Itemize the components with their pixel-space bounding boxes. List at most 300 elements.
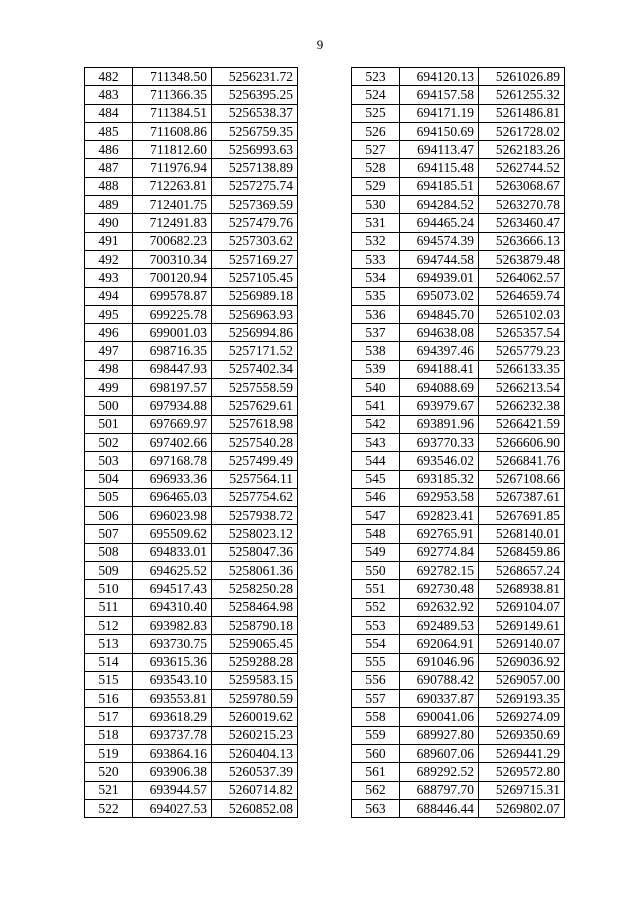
point-number-cell: 510 [85,580,133,598]
point-number-cell: 517 [85,708,133,726]
point-number-cell: 556 [352,671,400,689]
x-coordinate-cell: 712263.81 [133,177,212,195]
table-row [352,397,565,415]
x-coordinate-cell: 697402.66 [133,433,212,451]
table-row [85,305,298,323]
y-coordinate-cell: 5266213.54 [479,379,565,397]
table-row [352,104,565,122]
point-number-cell: 546 [352,488,400,506]
x-coordinate-cell: 711348.50 [133,68,212,86]
x-coordinate-cell: 694939.01 [400,269,479,287]
y-coordinate-cell: 5262183.26 [479,141,565,159]
table-row [85,763,298,781]
point-number-cell: 484 [85,104,133,122]
y-coordinate-cell: 5260714.82 [212,781,298,799]
x-coordinate-cell: 700310.34 [133,250,212,268]
table-row [352,141,565,159]
table-row [352,324,565,342]
point-number-cell: 540 [352,379,400,397]
y-coordinate-cell: 5266232.38 [479,397,565,415]
y-coordinate-cell: 5269572.80 [479,763,565,781]
table-row [85,122,298,140]
x-coordinate-cell: 692489.53 [400,616,479,634]
point-number-cell: 494 [85,287,133,305]
point-number-cell: 531 [352,214,400,232]
y-coordinate-cell: 5269193.35 [479,690,565,708]
table-row [85,708,298,726]
point-number-cell: 528 [352,159,400,177]
point-number-cell: 512 [85,616,133,634]
point-number-cell: 527 [352,141,400,159]
point-number-cell: 525 [352,104,400,122]
y-coordinate-cell: 5260404.13 [212,744,298,762]
table-row [352,287,565,305]
x-coordinate-cell: 698447.93 [133,360,212,378]
x-coordinate-cell: 694088.69 [400,379,479,397]
table-row [352,415,565,433]
table-row [352,488,565,506]
x-coordinate-cell: 689292.52 [400,763,479,781]
point-number-cell: 501 [85,415,133,433]
x-coordinate-cell: 695073.02 [400,287,479,305]
y-coordinate-cell: 5260215.23 [212,726,298,744]
x-coordinate-cell: 694744.58 [400,250,479,268]
y-coordinate-cell: 5257105.45 [212,269,298,287]
x-coordinate-cell: 694115.48 [400,159,479,177]
y-coordinate-cell: 5259583.15 [212,671,298,689]
point-number-cell: 548 [352,525,400,543]
point-number-cell: 503 [85,452,133,470]
y-coordinate-cell: 5256963.93 [212,305,298,323]
x-coordinate-cell: 698716.35 [133,342,212,360]
x-coordinate-cell: 692730.48 [400,580,479,598]
x-coordinate-cell: 690337.87 [400,690,479,708]
table-row [352,744,565,762]
table-row [85,744,298,762]
x-coordinate-cell: 711384.51 [133,104,212,122]
point-number-cell: 552 [352,598,400,616]
x-coordinate-cell: 693906.38 [133,763,212,781]
point-number-cell: 509 [85,562,133,580]
table-row [352,653,565,671]
x-coordinate-cell: 694284.52 [400,196,479,214]
y-coordinate-cell: 5261255.32 [479,86,565,104]
table-row [85,690,298,708]
x-coordinate-cell: 692064.91 [400,635,479,653]
y-coordinate-cell: 5267691.85 [479,507,565,525]
point-number-cell: 560 [352,744,400,762]
point-number-cell: 521 [85,781,133,799]
x-coordinate-cell: 693891.96 [400,415,479,433]
y-coordinate-cell: 5265357.54 [479,324,565,342]
table-row [352,671,565,689]
x-coordinate-cell: 694120.13 [400,68,479,86]
table-row [352,598,565,616]
y-coordinate-cell: 5263666.13 [479,232,565,250]
point-number-cell: 534 [352,269,400,287]
y-coordinate-cell: 5265102.03 [479,305,565,323]
point-number-cell: 529 [352,177,400,195]
y-coordinate-cell: 5257540.28 [212,433,298,451]
y-coordinate-cell: 5258250.28 [212,580,298,598]
x-coordinate-cell: 689927.80 [400,726,479,744]
x-coordinate-cell: 696933.36 [133,470,212,488]
table-row [352,452,565,470]
table-row [85,68,298,86]
x-coordinate-cell: 692782.15 [400,562,479,580]
x-coordinate-cell: 694625.52 [133,562,212,580]
table-row [85,250,298,268]
y-coordinate-cell: 5260019.62 [212,708,298,726]
table-row [85,360,298,378]
y-coordinate-cell: 5263270.78 [479,196,565,214]
table-row [85,141,298,159]
table-row [352,433,565,451]
x-coordinate-cell: 694157.58 [400,86,479,104]
point-number-cell: 526 [352,122,400,140]
point-number-cell: 490 [85,214,133,232]
x-coordinate-cell: 690788.42 [400,671,479,689]
y-coordinate-cell: 5263068.67 [479,177,565,195]
y-coordinate-cell: 5257564.11 [212,470,298,488]
y-coordinate-cell: 5257479.76 [212,214,298,232]
table-row [352,580,565,598]
table-row [352,86,565,104]
x-coordinate-cell: 711812.60 [133,141,212,159]
point-number-cell: 483 [85,86,133,104]
table-row [85,671,298,689]
y-coordinate-cell: 5269441.29 [479,744,565,762]
y-coordinate-cell: 5257754.62 [212,488,298,506]
y-coordinate-cell: 5257558.59 [212,379,298,397]
point-number-cell: 500 [85,397,133,415]
x-coordinate-cell: 693185.32 [400,470,479,488]
x-coordinate-cell: 697168.78 [133,452,212,470]
x-coordinate-cell: 692774.84 [400,543,479,561]
x-coordinate-cell: 694027.53 [133,799,212,817]
y-coordinate-cell: 5268657.24 [479,562,565,580]
y-coordinate-cell: 5256759.35 [212,122,298,140]
table-row [85,397,298,415]
x-coordinate-cell: 689607.06 [400,744,479,762]
point-number-cell: 522 [85,799,133,817]
point-number-cell: 485 [85,122,133,140]
x-coordinate-cell: 712401.75 [133,196,212,214]
table-row [85,488,298,506]
x-coordinate-cell: 699225.78 [133,305,212,323]
table-row [352,763,565,781]
y-coordinate-cell: 5256395.25 [212,86,298,104]
point-number-cell: 493 [85,269,133,287]
x-coordinate-cell: 688446.44 [400,799,479,817]
x-coordinate-cell: 694845.70 [400,305,479,323]
table-row [85,214,298,232]
y-coordinate-cell: 5259288.28 [212,653,298,671]
x-coordinate-cell: 694171.19 [400,104,479,122]
point-number-cell: 530 [352,196,400,214]
y-coordinate-cell: 5263460.47 [479,214,565,232]
y-coordinate-cell: 5268938.81 [479,580,565,598]
table-row [352,159,565,177]
table-row [352,507,565,525]
point-number-cell: 563 [352,799,400,817]
x-coordinate-cell: 711366.35 [133,86,212,104]
x-coordinate-cell: 693979.67 [400,397,479,415]
table-row [85,415,298,433]
table-row [85,379,298,397]
x-coordinate-cell: 711976.94 [133,159,212,177]
table-row [352,214,565,232]
x-coordinate-cell: 693864.16 [133,744,212,762]
y-coordinate-cell: 5269350.69 [479,726,565,744]
y-coordinate-cell: 5259065.45 [212,635,298,653]
y-coordinate-cell: 5269802.07 [479,799,565,817]
point-number-cell: 486 [85,141,133,159]
y-coordinate-cell: 5269140.07 [479,635,565,653]
y-coordinate-cell: 5258790.18 [212,616,298,634]
point-number-cell: 535 [352,287,400,305]
x-coordinate-cell: 700120.94 [133,269,212,287]
point-number-cell: 502 [85,433,133,451]
table-row [85,507,298,525]
point-number-cell: 554 [352,635,400,653]
x-coordinate-cell: 694185.51 [400,177,479,195]
point-number-cell: 550 [352,562,400,580]
y-coordinate-cell: 5256231.72 [212,68,298,86]
y-coordinate-cell: 5269036.92 [479,653,565,671]
x-coordinate-cell: 711608.86 [133,122,212,140]
table-row [85,104,298,122]
x-coordinate-cell: 688797.70 [400,781,479,799]
table-row [352,635,565,653]
table-row [352,68,565,86]
y-coordinate-cell: 5257629.61 [212,397,298,415]
table-row [85,470,298,488]
y-coordinate-cell: 5269104.07 [479,598,565,616]
x-coordinate-cell: 694833.01 [133,543,212,561]
table-row [85,452,298,470]
x-coordinate-cell: 693770.33 [400,433,479,451]
point-number-cell: 559 [352,726,400,744]
table-row [85,287,298,305]
x-coordinate-cell: 700682.23 [133,232,212,250]
table-row [352,781,565,799]
point-number-cell: 496 [85,324,133,342]
x-coordinate-cell: 691046.96 [400,653,479,671]
y-coordinate-cell: 5263879.48 [479,250,565,268]
point-number-cell: 544 [352,452,400,470]
y-coordinate-cell: 5257171.52 [212,342,298,360]
y-coordinate-cell: 5266421.59 [479,415,565,433]
table-row [352,562,565,580]
table-row [352,616,565,634]
table-row [352,196,565,214]
y-coordinate-cell: 5268140.01 [479,525,565,543]
table-row [85,653,298,671]
table-row [85,269,298,287]
y-coordinate-cell: 5258464.98 [212,598,298,616]
point-number-cell: 492 [85,250,133,268]
point-number-cell: 523 [352,68,400,86]
point-number-cell: 543 [352,433,400,451]
table-row [85,781,298,799]
y-coordinate-cell: 5266606.90 [479,433,565,451]
point-number-cell: 524 [352,86,400,104]
point-number-cell: 497 [85,342,133,360]
table-row [85,86,298,104]
table-row [352,360,565,378]
point-number-cell: 561 [352,763,400,781]
table-row [85,177,298,195]
x-coordinate-cell: 693543.10 [133,671,212,689]
point-number-cell: 508 [85,543,133,561]
x-coordinate-cell: 693982.83 [133,616,212,634]
y-coordinate-cell: 5266841.76 [479,452,565,470]
point-number-cell: 506 [85,507,133,525]
x-coordinate-cell: 697934.88 [133,397,212,415]
table-row [85,433,298,451]
point-number-cell: 532 [352,232,400,250]
table-row [85,598,298,616]
x-coordinate-cell: 693618.29 [133,708,212,726]
point-number-cell: 482 [85,68,133,86]
point-number-cell: 547 [352,507,400,525]
point-number-cell: 542 [352,415,400,433]
table-row [85,799,298,817]
y-coordinate-cell: 5261728.02 [479,122,565,140]
x-coordinate-cell: 694517.43 [133,580,212,598]
table-row [85,616,298,634]
y-coordinate-cell: 5261026.89 [479,68,565,86]
x-coordinate-cell: 693730.75 [133,635,212,653]
table-row [352,543,565,561]
x-coordinate-cell: 694113.47 [400,141,479,159]
y-coordinate-cell: 5258047.36 [212,543,298,561]
y-coordinate-cell: 5257275.74 [212,177,298,195]
point-number-cell: 516 [85,690,133,708]
point-number-cell: 558 [352,708,400,726]
y-coordinate-cell: 5257938.72 [212,507,298,525]
point-number-cell: 495 [85,305,133,323]
x-coordinate-cell: 697669.97 [133,415,212,433]
y-coordinate-cell: 5267108.66 [479,470,565,488]
x-coordinate-cell: 694574.39 [400,232,479,250]
x-coordinate-cell: 694188.41 [400,360,479,378]
y-coordinate-cell: 5257138.89 [212,159,298,177]
y-coordinate-cell: 5257402.34 [212,360,298,378]
x-coordinate-cell: 693615.36 [133,653,212,671]
x-coordinate-cell: 698197.57 [133,379,212,397]
point-number-cell: 555 [352,653,400,671]
table-row [352,305,565,323]
x-coordinate-cell: 712491.83 [133,214,212,232]
y-coordinate-cell: 5264659.74 [479,287,565,305]
point-number-cell: 518 [85,726,133,744]
y-coordinate-cell: 5260852.08 [212,799,298,817]
page-number: 9 [316,37,324,52]
y-coordinate-cell: 5260537.39 [212,763,298,781]
x-coordinate-cell: 692823.41 [400,507,479,525]
point-number-cell: 549 [352,543,400,561]
table-row [85,159,298,177]
table-row [352,470,565,488]
x-coordinate-cell: 696023.98 [133,507,212,525]
table-row [85,543,298,561]
x-coordinate-cell: 694465.24 [400,214,479,232]
x-coordinate-cell: 694310.40 [133,598,212,616]
x-coordinate-cell: 692632.92 [400,598,479,616]
x-coordinate-cell: 693737.78 [133,726,212,744]
y-coordinate-cell: 5261486.81 [479,104,565,122]
x-coordinate-cell: 694150.69 [400,122,479,140]
table-row [85,525,298,543]
y-coordinate-cell: 5257369.59 [212,196,298,214]
y-coordinate-cell: 5267387.61 [479,488,565,506]
point-number-cell: 505 [85,488,133,506]
x-coordinate-cell: 699001.03 [133,324,212,342]
y-coordinate-cell: 5256994.86 [212,324,298,342]
table-row [85,726,298,744]
table-row [85,562,298,580]
table-row [352,232,565,250]
point-number-cell: 545 [352,470,400,488]
table-row [85,324,298,342]
point-number-cell: 541 [352,397,400,415]
x-coordinate-cell: 693553.81 [133,690,212,708]
x-coordinate-cell: 690041.06 [400,708,479,726]
table-row [352,122,565,140]
table-row [85,580,298,598]
point-number-cell: 489 [85,196,133,214]
point-number-cell: 557 [352,690,400,708]
table-row [352,177,565,195]
x-coordinate-cell: 696465.03 [133,488,212,506]
point-number-cell: 499 [85,379,133,397]
x-coordinate-cell: 694397.46 [400,342,479,360]
table-row [352,379,565,397]
point-number-cell: 551 [352,580,400,598]
y-coordinate-cell: 5256989.18 [212,287,298,305]
point-number-cell: 553 [352,616,400,634]
point-number-cell: 498 [85,360,133,378]
table-row [85,232,298,250]
y-coordinate-cell: 5269149.61 [479,616,565,634]
x-coordinate-cell: 694638.08 [400,324,479,342]
point-number-cell: 536 [352,305,400,323]
table-row [352,726,565,744]
x-coordinate-cell: 695509.62 [133,525,212,543]
y-coordinate-cell: 5258061.36 [212,562,298,580]
point-number-cell: 514 [85,653,133,671]
y-coordinate-cell: 5268459.86 [479,543,565,561]
point-number-cell: 515 [85,671,133,689]
point-number-cell: 538 [352,342,400,360]
point-number-cell: 488 [85,177,133,195]
table-row [352,250,565,268]
point-number-cell: 537 [352,324,400,342]
table-row [85,635,298,653]
y-coordinate-cell: 5257169.27 [212,250,298,268]
point-number-cell: 519 [85,744,133,762]
y-coordinate-cell: 5257303.62 [212,232,298,250]
point-number-cell: 562 [352,781,400,799]
point-number-cell: 487 [85,159,133,177]
point-number-cell: 513 [85,635,133,653]
point-number-cell: 491 [85,232,133,250]
table-row [352,708,565,726]
x-coordinate-cell: 699578.87 [133,287,212,305]
point-number-cell: 520 [85,763,133,781]
